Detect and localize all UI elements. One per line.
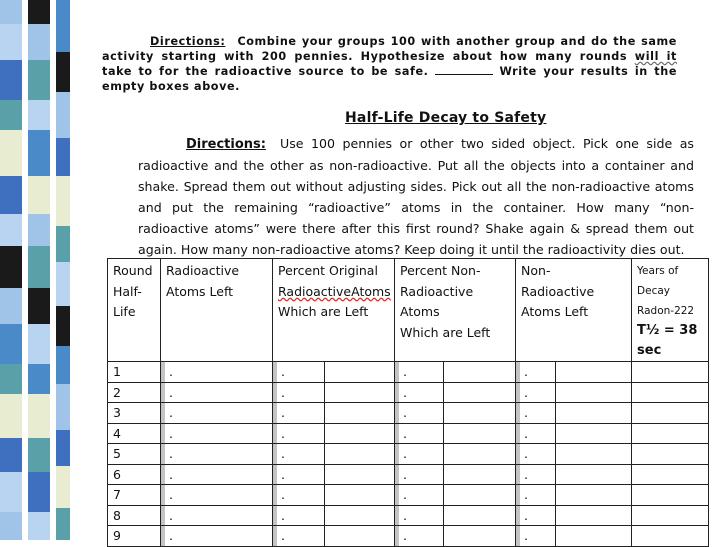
top-directions-write: Write your results in the empty boxes above. — [102, 65, 678, 93]
stripe-segment — [28, 176, 50, 214]
stripe-segment — [28, 100, 50, 130]
stripe-segment — [0, 214, 22, 246]
stripe-segment — [56, 92, 70, 138]
table-row — [108, 464, 709, 485]
header-pct-original-l1: Percent Original — [278, 263, 378, 278]
entry-cell[interactable] — [325, 526, 395, 547]
entry-cell[interactable] — [632, 444, 709, 465]
entry-cell[interactable] — [325, 362, 395, 383]
header-pct-non-l1: Percent Non- — [400, 263, 481, 278]
stripe-segment — [56, 430, 70, 466]
header-years-l3: T½ = 38 sec — [637, 323, 698, 358]
stripe-segment — [0, 324, 22, 364]
entry-cell[interactable] — [556, 505, 632, 526]
header-radioactive — [161, 259, 273, 362]
header-non-radio-l1: Non- — [521, 263, 551, 278]
header-pct-non-l3: Which are Left — [400, 324, 491, 340]
table-row — [108, 526, 709, 547]
stripe-segment — [28, 394, 50, 438]
entry-cell[interactable]: . — [395, 382, 444, 403]
entry-cell[interactable] — [556, 444, 632, 465]
entry-cell[interactable]: . — [395, 464, 444, 485]
stripe-segment — [0, 438, 22, 472]
entry-cell[interactable] — [632, 505, 709, 526]
entry-cell[interactable]: . — [161, 444, 273, 465]
stripe-segment — [0, 100, 22, 130]
entry-cell[interactable] — [444, 444, 516, 465]
entry-cell[interactable] — [325, 505, 395, 526]
entry-cell[interactable]: . — [273, 464, 325, 485]
entry-cell[interactable]: . — [273, 505, 325, 526]
entry-cell[interactable] — [556, 362, 632, 383]
entry-cell[interactable] — [632, 464, 709, 485]
entry-cell[interactable] — [444, 362, 516, 383]
entry-cell[interactable]: . — [161, 382, 273, 403]
stripe-segment — [56, 466, 70, 508]
worksheet-directions-text: Use 100 pennies or other two sided object. Pick one side as radioactive and the other as non-radioactive. Put all the objects into a container and shake. Spread them out without adjusting sides. Pick out all the non-radioactive atoms and put the remaining “radioactive” atoms in the container. How many “non-radioactive atoms” were there after this first round? Shake again & spread them out again. How many non-radioactive atoms? Keep doing it until the radioactivity dies out. — [138, 136, 694, 257]
table-row — [108, 403, 709, 424]
entry-cell[interactable] — [632, 423, 709, 444]
stripe-segment — [0, 24, 22, 60]
header-pct-non — [395, 259, 516, 362]
stripe-segment — [0, 394, 22, 438]
entry-cell[interactable] — [556, 485, 632, 506]
stripe-segment — [56, 0, 70, 52]
stripe-segment — [28, 214, 50, 246]
stripe-segment — [0, 288, 22, 324]
header-non-radio-l3: Atoms Left — [521, 304, 589, 319]
stripe-segment — [0, 130, 22, 176]
stripe-segment — [28, 288, 50, 324]
entry-cell[interactable]: . — [395, 362, 444, 383]
stripe-segment — [0, 60, 22, 100]
entry-cell[interactable] — [444, 485, 516, 506]
entry-cell[interactable]: . — [161, 403, 273, 424]
decay-table — [107, 258, 709, 547]
stripe-segment — [28, 472, 50, 512]
stripe-segment — [56, 262, 70, 306]
table-row — [108, 382, 709, 403]
entry-cell[interactable]: . — [395, 403, 444, 424]
header-pct-non-l2: Radioactive Atoms — [400, 283, 474, 319]
entry-cell[interactable] — [632, 526, 709, 547]
entry-cell[interactable]: . — [161, 423, 273, 444]
entry-cell[interactable]: . — [516, 423, 556, 444]
round-number: 3 — [108, 403, 161, 424]
entry-cell[interactable] — [325, 382, 395, 403]
entry-cell[interactable] — [632, 403, 709, 424]
header-round-l1: Round — [113, 263, 153, 278]
answer-blank[interactable] — [435, 64, 493, 75]
entry-cell[interactable] — [556, 464, 632, 485]
stripe-segment — [56, 52, 70, 92]
round-number: 1 — [108, 362, 161, 383]
stripe-segment — [28, 0, 50, 24]
entry-cell[interactable]: . — [516, 403, 556, 424]
top-directions-label: Directions: — [150, 35, 226, 48]
round-number: 4 — [108, 423, 161, 444]
entry-cell[interactable] — [556, 423, 632, 444]
table-row — [108, 485, 709, 506]
stripe-segment — [0, 246, 22, 288]
entry-cell[interactable] — [325, 423, 395, 444]
header-non-radio-l2: Radioactive — [521, 283, 595, 299]
stripe-segment — [0, 472, 22, 512]
header-pct-original-l3: Which are Left — [278, 304, 369, 319]
table-row — [108, 444, 709, 465]
entry-cell[interactable] — [444, 526, 516, 547]
header-radioactive-l1: Radioactive — [166, 263, 240, 278]
entry-cell[interactable] — [556, 403, 632, 424]
entry-cell[interactable]: . — [161, 464, 273, 485]
entry-cell[interactable] — [632, 382, 709, 403]
entry-cell[interactable]: . — [161, 362, 273, 383]
entry-cell[interactable] — [325, 444, 395, 465]
entry-cell[interactable]: . — [273, 403, 325, 424]
entry-cell[interactable]: . — [516, 444, 556, 465]
entry-cell[interactable]: . — [395, 423, 444, 444]
stripe-segment — [28, 60, 50, 100]
stripe-segment — [0, 176, 22, 214]
stripe-segment — [56, 384, 70, 430]
entry-cell[interactable] — [325, 485, 395, 506]
entry-cell[interactable]: . — [516, 505, 556, 526]
decorative-stripe-bar — [0, 0, 80, 540]
stripe-segment — [56, 226, 70, 262]
top-directions-line1: Combine your groups 100 with another group and do the same activity starting with 200 pennies. Hypothesize about how many rounds — [102, 35, 677, 63]
entry-cell[interactable] — [632, 485, 709, 506]
table-row — [108, 505, 709, 526]
entry-cell[interactable] — [556, 382, 632, 403]
stripe-segment — [28, 24, 50, 60]
entry-cell[interactable] — [444, 464, 516, 485]
entry-cell[interactable]: . — [273, 382, 325, 403]
table-header-row — [108, 259, 709, 362]
stripe-segment — [56, 508, 70, 540]
entry-cell[interactable]: . — [395, 526, 444, 547]
entry-cell[interactable]: . — [516, 382, 556, 403]
header-round-l2: Half- — [113, 283, 142, 299]
stripe-segment — [56, 138, 70, 176]
round-number: 9 — [108, 526, 161, 547]
entry-cell[interactable]: . — [273, 362, 325, 383]
stripe-segment — [0, 512, 22, 540]
table-row — [108, 423, 709, 444]
entry-cell[interactable]: . — [516, 526, 556, 547]
round-number: 8 — [108, 505, 161, 526]
entry-cell[interactable] — [556, 526, 632, 547]
header-round-l3: Life — [113, 304, 136, 319]
round-number: 5 — [108, 444, 161, 465]
entry-cell[interactable]: . — [161, 485, 273, 506]
entry-cell[interactable] — [444, 505, 516, 526]
entry-cell[interactable] — [632, 362, 709, 383]
entry-cell[interactable] — [444, 403, 516, 424]
entry-cell[interactable]: . — [161, 505, 273, 526]
entry-cell[interactable]: . — [395, 505, 444, 526]
entry-cell[interactable]: . — [273, 485, 325, 506]
entry-cell[interactable]: . — [161, 526, 273, 547]
header-radioactive-l2: Atoms Left — [166, 283, 234, 299]
top-directions-line3: take to for the radioactive source to be safe. — [102, 65, 429, 78]
stripe-segment — [56, 306, 70, 346]
worksheet-title: Half-Life Decay to Safety — [345, 110, 547, 126]
stripe-segment — [56, 346, 70, 384]
header-years-l1: Years of Decay — [637, 265, 679, 297]
entry-cell[interactable]: . — [395, 444, 444, 465]
stripe-segment — [28, 438, 50, 472]
header-round — [108, 259, 161, 362]
entry-cell[interactable] — [444, 423, 516, 444]
header-years — [632, 259, 709, 362]
entry-cell[interactable]: . — [516, 362, 556, 383]
entry-cell[interactable]: . — [273, 444, 325, 465]
stripe-segment — [28, 512, 50, 540]
round-number: 7 — [108, 485, 161, 506]
top-directions — [102, 34, 677, 94]
stripe-segment — [28, 324, 50, 364]
round-number: 2 — [108, 382, 161, 403]
entry-cell[interactable]: . — [516, 464, 556, 485]
entry-cell[interactable] — [325, 464, 395, 485]
entry-cell[interactable]: . — [395, 485, 444, 506]
top-directions-will-it: will it — [634, 50, 677, 63]
header-years-l2: Radon-222 — [637, 305, 695, 317]
stripe-segment — [28, 130, 50, 176]
entry-cell[interactable] — [444, 382, 516, 403]
stripe-segment — [0, 364, 22, 394]
stripe-segment — [0, 0, 22, 24]
worksheet-directions-label: Directions: — [186, 137, 266, 152]
stripe-segment — [28, 246, 50, 288]
header-non-radioactive — [516, 259, 632, 362]
entry-cell[interactable]: . — [273, 423, 325, 444]
worksheet-directions — [138, 133, 694, 260]
stripe-segment — [28, 364, 50, 394]
entry-cell[interactable]: . — [273, 526, 325, 547]
entry-cell[interactable]: . — [516, 485, 556, 506]
header-pct-original-l2: RadioactiveAtoms — [278, 283, 391, 299]
table-row — [108, 362, 709, 383]
round-number: 6 — [108, 464, 161, 485]
stripe-segment — [56, 176, 70, 226]
header-pct-original — [273, 259, 395, 362]
entry-cell[interactable] — [325, 403, 395, 424]
